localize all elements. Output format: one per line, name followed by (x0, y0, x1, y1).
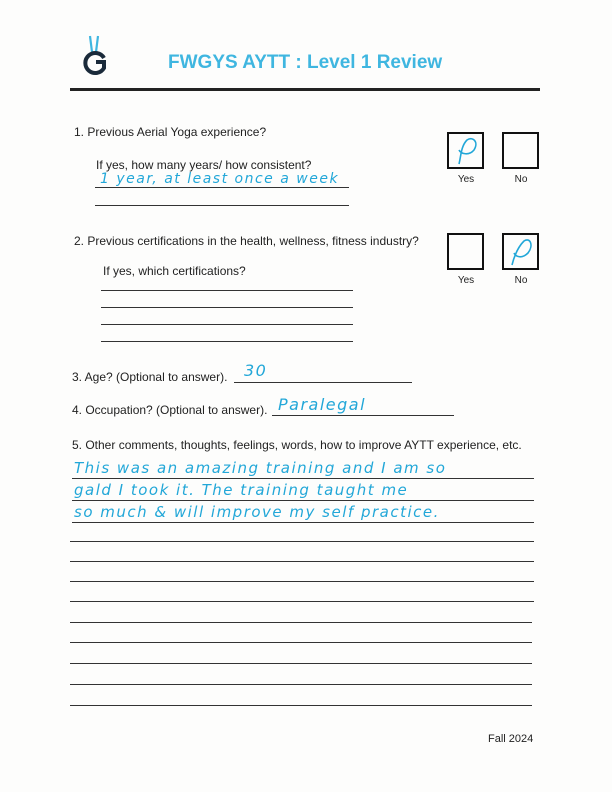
question-5-answer-line-2[interactable]: gald I took it. The training taught me (74, 481, 409, 499)
question-1-label: 1. Previous Aerial Yoga experience? (74, 125, 267, 139)
answer-line (95, 205, 349, 206)
page-title: FWGYS AYTT : Level 1 Review (168, 52, 443, 73)
question-3-answer[interactable]: 30 (244, 361, 268, 380)
answer-line (101, 324, 353, 325)
question-3-label: 3. Age? (Optional to answer). (72, 370, 228, 384)
answer-line (70, 561, 534, 562)
header-divider (70, 88, 540, 91)
gravity-logo-icon (76, 34, 112, 76)
footer-term: Fall 2024 (488, 733, 534, 745)
answer-line (72, 478, 534, 479)
q1-no-checkbox[interactable] (502, 132, 539, 169)
question-5-answer-line-1[interactable]: This was an amazing training and I am so (74, 459, 447, 477)
answer-line (234, 382, 412, 383)
q2-yes-label: Yes (457, 275, 475, 286)
q1-yes-label: Yes (457, 174, 475, 185)
q2-no-label: No (514, 275, 528, 286)
answer-line (72, 500, 534, 501)
q1-yes-checkbox[interactable] (447, 132, 484, 169)
answer-line (70, 642, 532, 643)
q1-no-label: No (514, 174, 528, 185)
question-4-label: 4. Occupation? (Optional to answer). (72, 403, 268, 417)
answer-line (101, 290, 353, 291)
check-mark-icon (449, 134, 482, 167)
question-2-label: 2. Previous certifications in the health, wellness, fitness industry? (74, 234, 419, 248)
check-mark-icon (504, 235, 537, 268)
answer-line (70, 684, 532, 685)
q2-no-checkbox[interactable] (502, 233, 539, 270)
answer-line (272, 415, 454, 416)
answer-line (72, 522, 534, 523)
answer-line (70, 705, 532, 706)
question-2-sub: If yes, which certifications? (103, 264, 246, 278)
question-1-answer[interactable]: 1 year, at least once a week (100, 171, 340, 187)
question-5-answer-line-3[interactable]: so much & will improve my self practice. (74, 503, 440, 521)
answer-line (101, 307, 353, 308)
question-1-sub: If yes, how many years/ how consistent? (96, 158, 312, 172)
answer-line (101, 341, 353, 342)
question-5-label: 5. Other comments, thoughts, feelings, words, how to improve AYTT experience, etc. (72, 438, 522, 452)
q2-yes-checkbox[interactable] (447, 233, 484, 270)
answer-line (70, 541, 534, 542)
answer-line (70, 601, 534, 602)
answer-line (70, 663, 532, 664)
answer-line (70, 581, 534, 582)
answer-line (70, 622, 532, 623)
question-4-answer[interactable]: Paralegal (278, 395, 367, 414)
answer-line (95, 187, 349, 188)
